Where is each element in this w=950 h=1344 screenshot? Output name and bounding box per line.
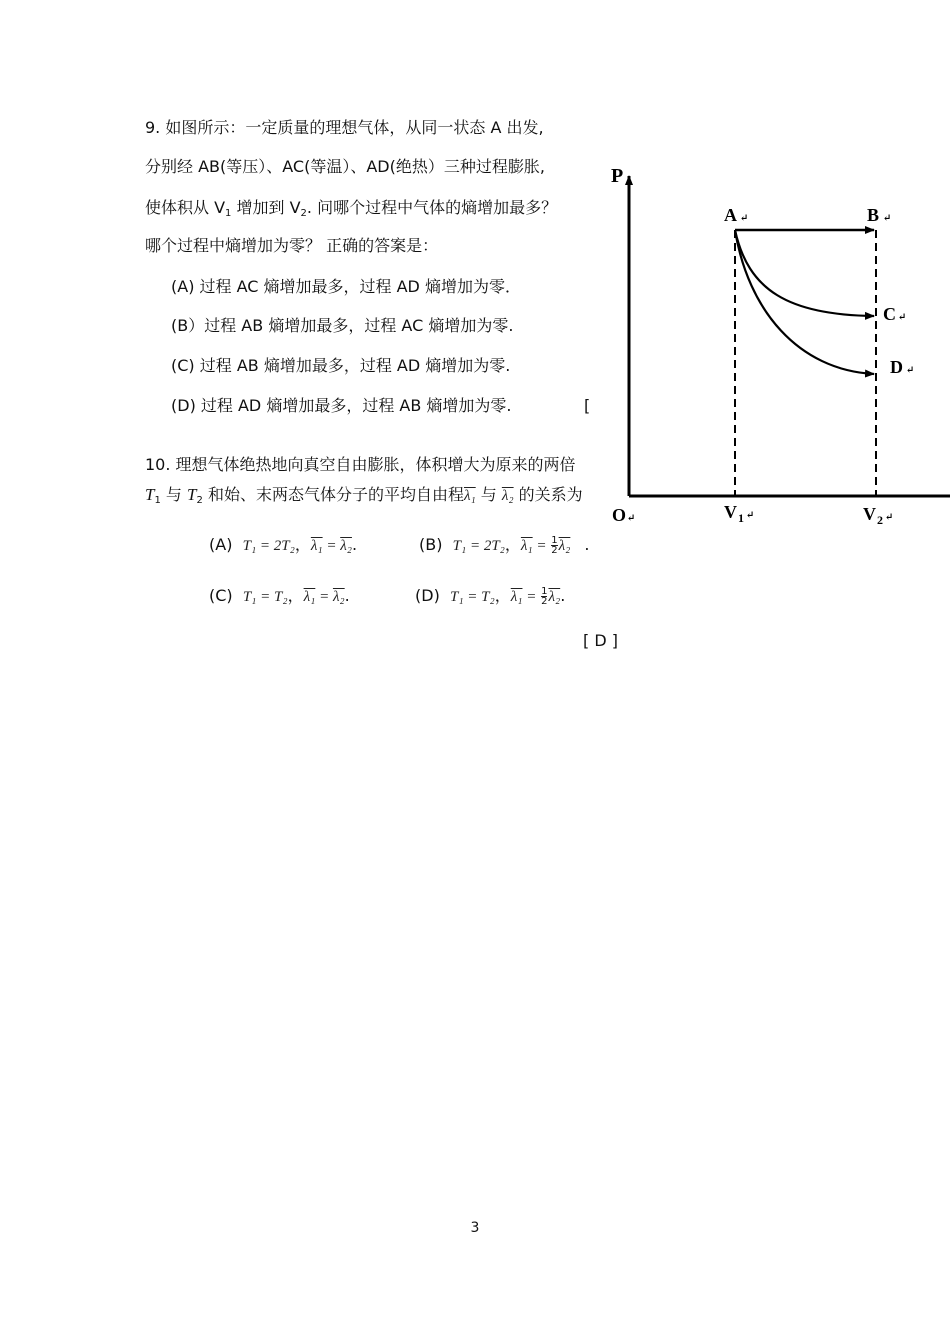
q10-option-d-temp: T₁ = T₂ — [449, 589, 495, 605]
q9-answer-bracket: [ — [584, 396, 591, 415]
label-c: C — [883, 304, 896, 324]
q10-option-a-l1: λ₁ — [310, 538, 323, 554]
q9-line-2: 分别经 AB(等压）、AC(等温）、AD(绝热）三种过程膨胀, — [145, 157, 545, 176]
q10-option-a-l2: λ₂ — [340, 538, 352, 554]
return-mark-a: ↵ — [740, 213, 749, 224]
label-v1: V — [724, 502, 737, 522]
label-v1-sub: 1 — [738, 511, 744, 525]
q10-option-d-label: (D) — [415, 586, 440, 605]
q10-option-a-dot: . — [351, 535, 358, 554]
q10-option-c-eq: = — [315, 589, 333, 605]
return-mark-d: ↵ — [906, 365, 915, 376]
label-v2-sub: 2 — [877, 513, 883, 527]
q9-option-c: (C) 过程 AB 熵增加最多，过程 AD 熵增加为零. — [171, 356, 511, 375]
return-mark-v1: ↵ — [746, 510, 755, 521]
label-origin: O — [612, 505, 627, 525]
q10-line-2-end: 的关系为 — [513, 485, 583, 504]
q10-option-a-sep: ， — [294, 535, 311, 554]
question-9-area — [0, 0, 598, 520]
return-mark-c: ↵ — [898, 312, 907, 323]
process-ac-curve — [735, 230, 874, 316]
q10-T1-sub: 1 — [154, 495, 161, 506]
q10-option-d-eq: = — [522, 589, 541, 605]
q9-line-3 — [145, 197, 557, 225]
q10-option-b-temp: T₁ = 2T₂ — [452, 538, 505, 554]
q10-option-d — [415, 585, 565, 608]
q9-line-3-b: 增加到 V — [231, 198, 301, 217]
q10-option-b-dot: . — [584, 535, 590, 554]
q10-line-2-mid: 和始、末两态气体分子的平均自由程 — [202, 485, 464, 504]
q10-option-d-l1: λ₁ — [510, 589, 523, 605]
q9-line-1: 9. 如图所示：一定质量的理想气体，从同一状态 A 出发, — [145, 118, 544, 137]
q10-line-2 — [145, 484, 583, 512]
q10-option-a-eq: = — [322, 538, 341, 554]
q10-option-b-l2: λ₂ — [558, 538, 571, 554]
q9-line-3-c: . 问哪个过程中气体的熵增加最多？ — [306, 198, 558, 217]
q10-option-b-frac — [551, 536, 557, 555]
q9-option-d: (D) 过程 AD 熵增加最多，过程 AB 熵增加为零. — [171, 396, 512, 415]
q10-yu-2: 与 — [475, 485, 502, 504]
q10-option-c-l2: λ₂ — [332, 589, 345, 605]
return-mark-b: ↵ — [883, 213, 892, 224]
q10-line-1: 10. 理想气体绝热地向真空自由膨胀，体积增大为原来的两倍 — [145, 455, 576, 474]
q9-option-a: (A) 过程 AC 熵增加最多，过程 AD 熵增加为零． — [171, 277, 521, 296]
q10-option-b-sep: ， — [504, 535, 521, 554]
label-b: B — [867, 205, 880, 225]
q10-option-b-label: (B) — [419, 535, 443, 554]
q10-option-b-den: 2 — [551, 545, 558, 556]
label-a: A — [724, 205, 737, 225]
q10-answer: [ D ] — [583, 631, 618, 650]
page-number: 3 — [470, 1220, 480, 1236]
q10-option-c-sep: ， — [287, 586, 304, 605]
q10-option-a — [209, 534, 357, 557]
q10-option-b-eq: = — [532, 538, 551, 554]
q10-lambda-2: λ₂ — [501, 488, 514, 504]
label-v2: V — [863, 504, 876, 524]
q10-option-c — [209, 585, 350, 608]
q10-option-d-den: 2 — [541, 596, 548, 607]
q10-option-d-sep: ， — [494, 586, 511, 605]
q9-line-3-sub2: 2 — [300, 208, 307, 219]
q10-option-a-label: (A) — [209, 535, 233, 554]
q10-T2: T — [187, 485, 197, 504]
q9-line-3-sub1: 1 — [225, 208, 232, 219]
q10-option-b-l1: λ₁ — [520, 538, 533, 554]
q9-option-b: (B）过程 AB 熵增加最多，过程 AC 熵增加为零. — [171, 316, 514, 335]
q10-option-d-frac — [541, 587, 547, 606]
return-mark-o: ↵ — [627, 513, 636, 524]
q10-lambda-1: λ₁ — [463, 488, 476, 504]
q10-option-c-label: (C) — [209, 586, 233, 605]
q9-line-3-a: 使体积从 V — [145, 198, 226, 217]
q10-option-a-temp: T₁ = 2T₂ — [242, 538, 295, 554]
q10-option-c-temp: T₁ = T₂ — [242, 589, 288, 605]
q10-option-c-dot: . — [344, 586, 350, 605]
q9-line-4: 哪个过程中熵增加为零？ 正确的答案是： — [145, 236, 439, 255]
q10-option-b-num: 1 — [551, 535, 558, 546]
q10-T2-sub: 2 — [196, 495, 203, 506]
pv-diagram — [598, 160, 950, 540]
q10-option-d-num: 1 — [541, 586, 548, 597]
p-axis-label: P — [611, 165, 624, 187]
q10-yu-1: 与 — [160, 485, 188, 504]
label-d: D — [890, 357, 903, 377]
q10-option-c-l1: λ₁ — [303, 589, 316, 605]
process-ad-curve — [735, 230, 874, 374]
q10-option-b — [419, 534, 589, 557]
q10-option-d-l2: λ₂ — [548, 589, 561, 605]
q10-option-d-dot: . — [560, 586, 566, 605]
q10-T1: T — [145, 485, 155, 504]
return-mark-v2: ↵ — [885, 512, 894, 523]
